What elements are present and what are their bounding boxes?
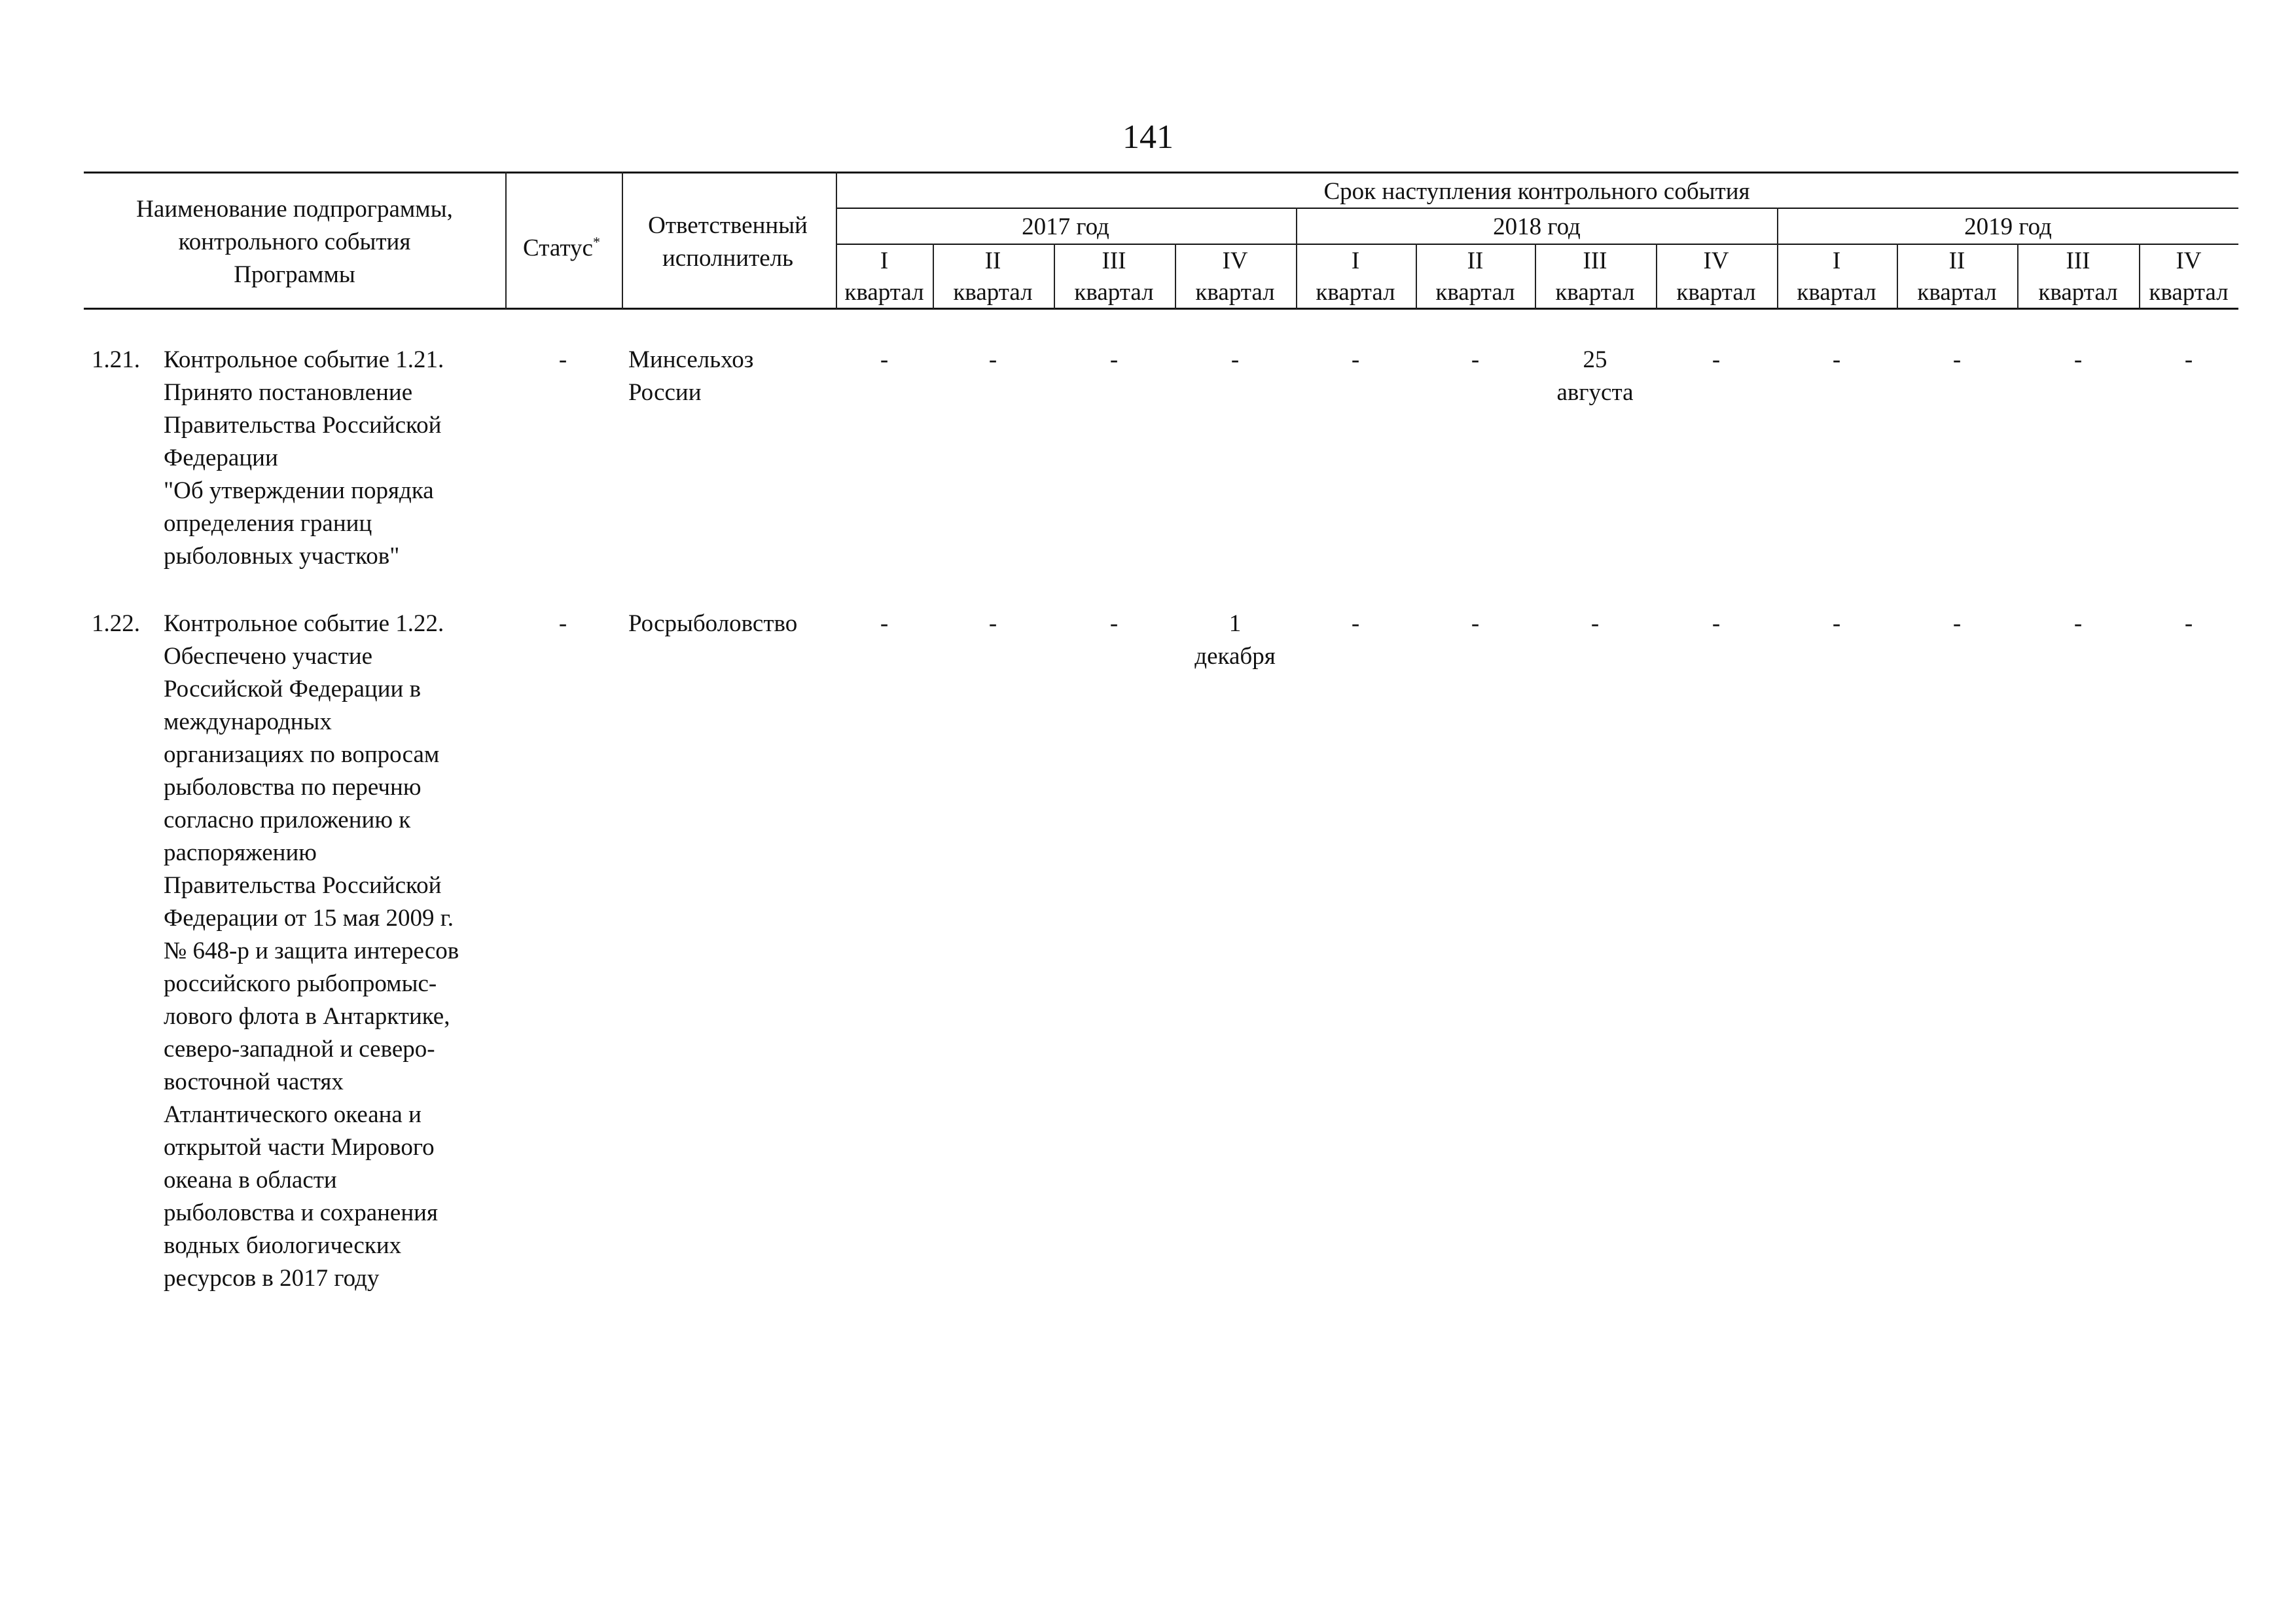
col-rule-q xyxy=(1416,244,1417,309)
quarter-deadline-cell: 25 августа xyxy=(1556,346,1634,406)
event-description-line: лового флота в Антарктике, xyxy=(164,1003,450,1030)
event-description-line: российского рыбопромыс- xyxy=(164,970,437,997)
row-number: 1.21. xyxy=(92,346,140,373)
quarter-deadline-cell: - xyxy=(1109,610,1119,637)
event-description-line: океана в области xyxy=(164,1167,337,1194)
col-rule-q xyxy=(1535,244,1536,309)
event-description-line: определения границ xyxy=(164,510,372,537)
table-top-border xyxy=(84,172,2238,173)
event-description-line: "Об утверждении порядка xyxy=(164,477,434,504)
col-rule-status xyxy=(622,172,623,309)
quarter-deadline-cell: - xyxy=(1832,346,1841,373)
event-description-line: Обеспечено участие xyxy=(164,643,373,670)
quarter-deadline-cell: - xyxy=(1351,346,1360,373)
quarter-deadline-cell: - xyxy=(1952,346,1962,373)
status-footnote-mark: * xyxy=(592,234,600,250)
event-description-line: Атлантического океана и xyxy=(164,1101,422,1128)
header-name-line: контрольного события xyxy=(178,228,411,255)
event-description-line: Контрольное событие 1.21. xyxy=(164,346,444,373)
event-description-line: Федерации xyxy=(164,445,278,471)
quarter-deadline-cell: 1 декабря xyxy=(1194,610,1276,670)
col-rule-q xyxy=(1897,244,1898,309)
event-description-line: открытой части Мирового xyxy=(164,1134,435,1161)
event-description-line: распоряжению xyxy=(164,839,317,866)
quarter-numeral: II xyxy=(1467,247,1484,274)
quarter-label: квартал xyxy=(1917,279,1997,306)
header-year-2018: 2018 год xyxy=(1493,213,1581,240)
quarter-label: квартал xyxy=(1316,279,1395,306)
executor-line: Минсельхоз xyxy=(628,346,754,373)
header-deadline-title: Срок наступления контрольного события xyxy=(1323,178,1750,205)
quarter-label: квартал xyxy=(1074,279,1154,306)
quarter-numeral: I xyxy=(1351,247,1360,274)
header-name-line: Программы xyxy=(234,261,355,288)
quarter-label: квартал xyxy=(1435,279,1515,306)
quarter-label: квартал xyxy=(2149,279,2229,306)
quarter-deadline-cell: - xyxy=(1230,346,1240,373)
col-rule-q xyxy=(1054,244,1055,309)
quarter-deadline-cell: - xyxy=(988,346,997,373)
quarter-numeral: II xyxy=(984,247,1001,274)
header-year-2019: 2019 год xyxy=(1964,213,2052,240)
header-name-line: Наименование подпрограммы, xyxy=(136,196,453,223)
event-description-line: рыболовных участков" xyxy=(164,543,400,570)
event-description xyxy=(164,608,459,1295)
col-rule-year-2019 xyxy=(1777,208,1778,309)
col-rule-q xyxy=(933,244,934,309)
quarter-label: квартал xyxy=(2038,279,2118,306)
executor-line: России xyxy=(628,379,702,406)
event-description-line: Контрольное событие 1.22. xyxy=(164,610,444,637)
executor-value xyxy=(628,608,797,640)
header-status-label: Статус xyxy=(523,234,593,262)
quarter-numeral: III xyxy=(2066,247,2090,274)
quarter-deadline-cell: - xyxy=(1109,346,1119,373)
quarter-label: квартал xyxy=(1195,279,1275,306)
col-rule-exec xyxy=(836,172,837,309)
header-bottom-border xyxy=(84,308,2238,310)
quarter-numeral: II xyxy=(1948,247,1965,274)
quarter-label: квартал xyxy=(1676,279,1756,306)
header-status-column xyxy=(523,226,600,264)
header-name-column xyxy=(136,193,453,291)
status-value: - xyxy=(558,610,567,637)
event-description-line: ресурсов в 2017 году xyxy=(164,1265,380,1292)
quarter-numeral: I xyxy=(880,247,889,274)
header-year-2017: 2017 год xyxy=(1022,213,1109,240)
quarter-deadline-cell: - xyxy=(1832,610,1841,637)
event-description-line: водных биологических xyxy=(164,1232,402,1259)
quarter-numeral: IV xyxy=(1222,247,1248,274)
event-description-line: Правительства Российской xyxy=(164,412,442,439)
quarter-deadline-cell: - xyxy=(1712,610,1721,637)
col-rule-q xyxy=(2017,244,2018,309)
quarter-deadline-cell: - xyxy=(880,346,889,373)
event-description-line: организациях по вопросам xyxy=(164,741,440,768)
col-rule-year-2018 xyxy=(1296,208,1297,309)
quarter-deadline-cell: - xyxy=(2184,346,2193,373)
col-rule-name xyxy=(505,172,507,309)
executor-value xyxy=(628,344,753,409)
event-description-line: рыболовства и сохранения xyxy=(164,1199,438,1226)
quarter-label: квартал xyxy=(1555,279,1635,306)
event-description-line: Федерации от 15 мая 2009 г. xyxy=(164,905,454,932)
executor-line: Росрыболовство xyxy=(628,610,798,637)
status-value: - xyxy=(558,346,567,373)
col-rule-q xyxy=(2139,244,2140,309)
page-number: 141 xyxy=(1122,119,1174,156)
row-number: 1.22. xyxy=(92,610,140,637)
event-description-line: международных xyxy=(164,708,332,735)
col-rule-q xyxy=(1175,244,1176,309)
event-description-line: № 648-р и защита интересов xyxy=(164,938,459,964)
event-description-line: восточной частях xyxy=(164,1068,344,1095)
event-description-line: согласно приложению к xyxy=(164,807,411,833)
event-description-line: рыболовства по перечню xyxy=(164,774,422,801)
quarter-deadline-cell: - xyxy=(1471,346,1480,373)
header-quarter-rule xyxy=(836,244,2238,245)
event-description-line: северо-западной и северо- xyxy=(164,1036,435,1063)
quarter-deadline-cell: - xyxy=(2073,346,2083,373)
event-description-line: Российской Федерации в xyxy=(164,676,422,702)
quarter-deadline-cell: - xyxy=(988,610,997,637)
event-description xyxy=(164,344,444,573)
header-executor-column xyxy=(648,210,808,275)
quarter-numeral: IV xyxy=(2176,247,2202,274)
quarter-deadline-cell: - xyxy=(2184,610,2193,637)
event-description-line: Принято постановление xyxy=(164,379,413,406)
quarter-deadline-cell: - xyxy=(1471,610,1480,637)
quarter-deadline-cell: - xyxy=(1952,610,1962,637)
quarter-deadline-cell: - xyxy=(1351,610,1360,637)
quarter-numeral: III xyxy=(1102,247,1126,274)
quarter-label: квартал xyxy=(844,279,924,306)
quarter-label: квартал xyxy=(953,279,1033,306)
header-exec-line: Ответственный xyxy=(648,212,808,239)
event-description-line: Правительства Российской xyxy=(164,872,442,899)
quarter-deadline-cell: - xyxy=(880,610,889,637)
col-rule-q xyxy=(1656,244,1657,309)
quarter-numeral: IV xyxy=(1703,247,1729,274)
quarter-deadline-cell: - xyxy=(1590,610,1600,637)
quarter-numeral: I xyxy=(1832,247,1841,274)
header-exec-line: исполнитель xyxy=(662,245,794,272)
quarter-label: квартал xyxy=(1797,279,1876,306)
quarter-numeral: III xyxy=(1583,247,1607,274)
quarter-deadline-cell: - xyxy=(2073,610,2083,637)
quarter-deadline-cell: - xyxy=(1712,346,1721,373)
